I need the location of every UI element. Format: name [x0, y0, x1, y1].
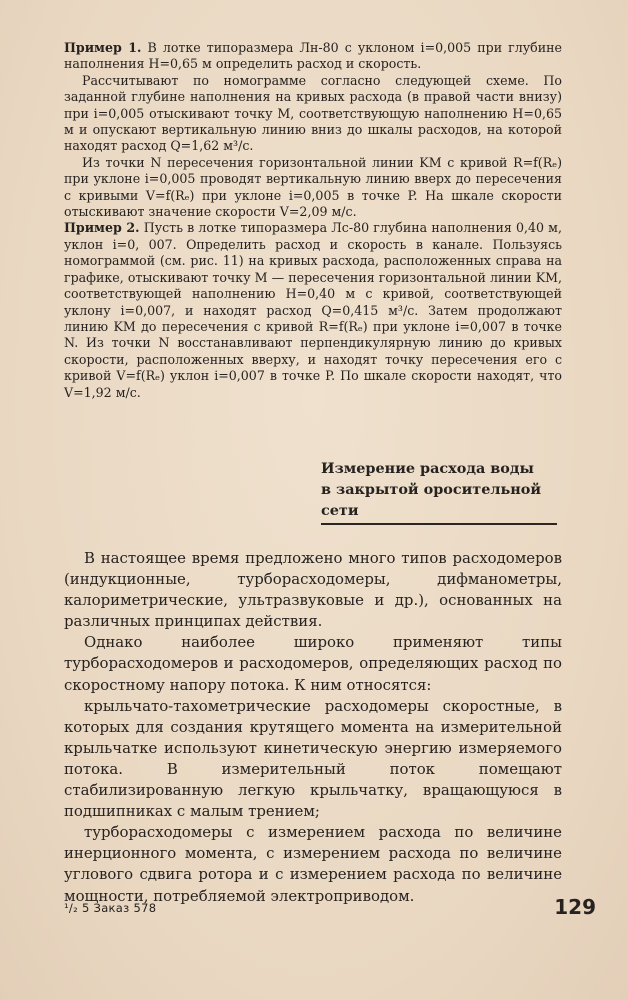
section-heading-line-1: Измерение расхода воды — [321, 460, 534, 477]
body-paragraph-4: турборасходомеры с измерением расхода по величине инерционного момента, с измерением расхода по величине углового сдвига ротора и с измерением расхода по величине мощности, потребляемой электроприводом. — [64, 823, 562, 905]
example-2-label-word: Пример — [64, 220, 122, 236]
examples-section — [64, 40, 562, 401]
example-1-label-word: Пример — [64, 40, 122, 55]
section-heading-line-3: сети — [321, 502, 359, 519]
page-number: 129 — [554, 895, 596, 919]
example-1-method: Рассчитывают по номограмме согласно следующей схеме. По заданной глубине наполнения на кривых расхода (в правой части внизу) при i=0,005 отыскивают точку M, соответствующую наполнению H=0,65 м и опускают вертикальную линию вниз до шкалы расходов, на которой находят расход Q=1,62 м³/с. — [64, 72, 562, 154]
body-text — [64, 548, 562, 907]
example-1-text: В лотке типоразмера Лн-80 с уклоном i=0,005 при глубине наполнения H=0,65 м определить расход и скорость. — [64, 40, 562, 72]
example-2-statement — [64, 220, 562, 400]
example-2-label — [64, 220, 140, 235]
heading-underline — [321, 523, 557, 525]
section-heading-line-2: в закрытой оросительной — [321, 481, 542, 498]
example-1-velocity: Из точки N пересечения горизонтальной линии KM с кривой R=f(Rₑ) при уклоне i=0,005 проводят вертикальную линию вверх до пересечения с кривыми V=f(Rₑ) при уклоне i=0,005 в точке P. На шкале скорости отыскивают значение скорости V=2,09 м/с. — [64, 154, 562, 220]
example-1-statement — [64, 40, 562, 73]
example-2-number: 2. — [126, 220, 140, 236]
body-paragraph-3: крыльчато-тахометрические расходомеры скоростные, в которых для создания крутящего момента на измерительной крыльчатке используют кинетическую энергию измеряемого потока. В измерительный поток помещают стабилизированную легкую крыльчатку, вращающуюся в подшипниках с малым трением; — [64, 696, 562, 821]
printer-signature: ¹/₂ 5 Заказ 578 — [64, 901, 157, 915]
section-heading — [321, 458, 558, 521]
body-paragraph-2: Однако наиболее широко применяют типы турборасходомеров и расходомеров, определяющих расход по скоростному напору потока. К ним относятся: — [64, 633, 562, 694]
example-1-label — [64, 40, 141, 55]
example-2-text: Пусть в лотке типоразмера Лс-80 глубина наполнения 0,40 м, уклон i=0, 007. Определить расход и скорость в канале. Пользуясь номограммой (см. рис. 11) на кривых расхода, расположенных справа на графике, отыскивают точку M — пересечения горизонтальной линии KM, соответствующей наполнению H=0,40 м с кривой, соответствующей уклону i=0,007, и находят расход Q=0,415 м³/с. Затем продолжают линию KM до пересечения с кривой R=f(Rₑ) при уклоне i=0,007 в точке N. Из точки N восстанавливают перпендикулярную линию до кривых скорости, расположенных вверху, и находят точку пересечения его с кривой V=f(Rₑ) уклон i=0,007 в точке P. По шкале скорости находят, что V=1,92 м/с. — [64, 220, 562, 400]
example-1-number: 1. — [128, 40, 142, 55]
body-paragraph-1: В настоящее время предложено много типов расходомеров (индукционные, турборасходомеры, дифманометры, калориметрические, ультразвуковые и др.), основанных на различных принципах действия. — [64, 549, 562, 631]
